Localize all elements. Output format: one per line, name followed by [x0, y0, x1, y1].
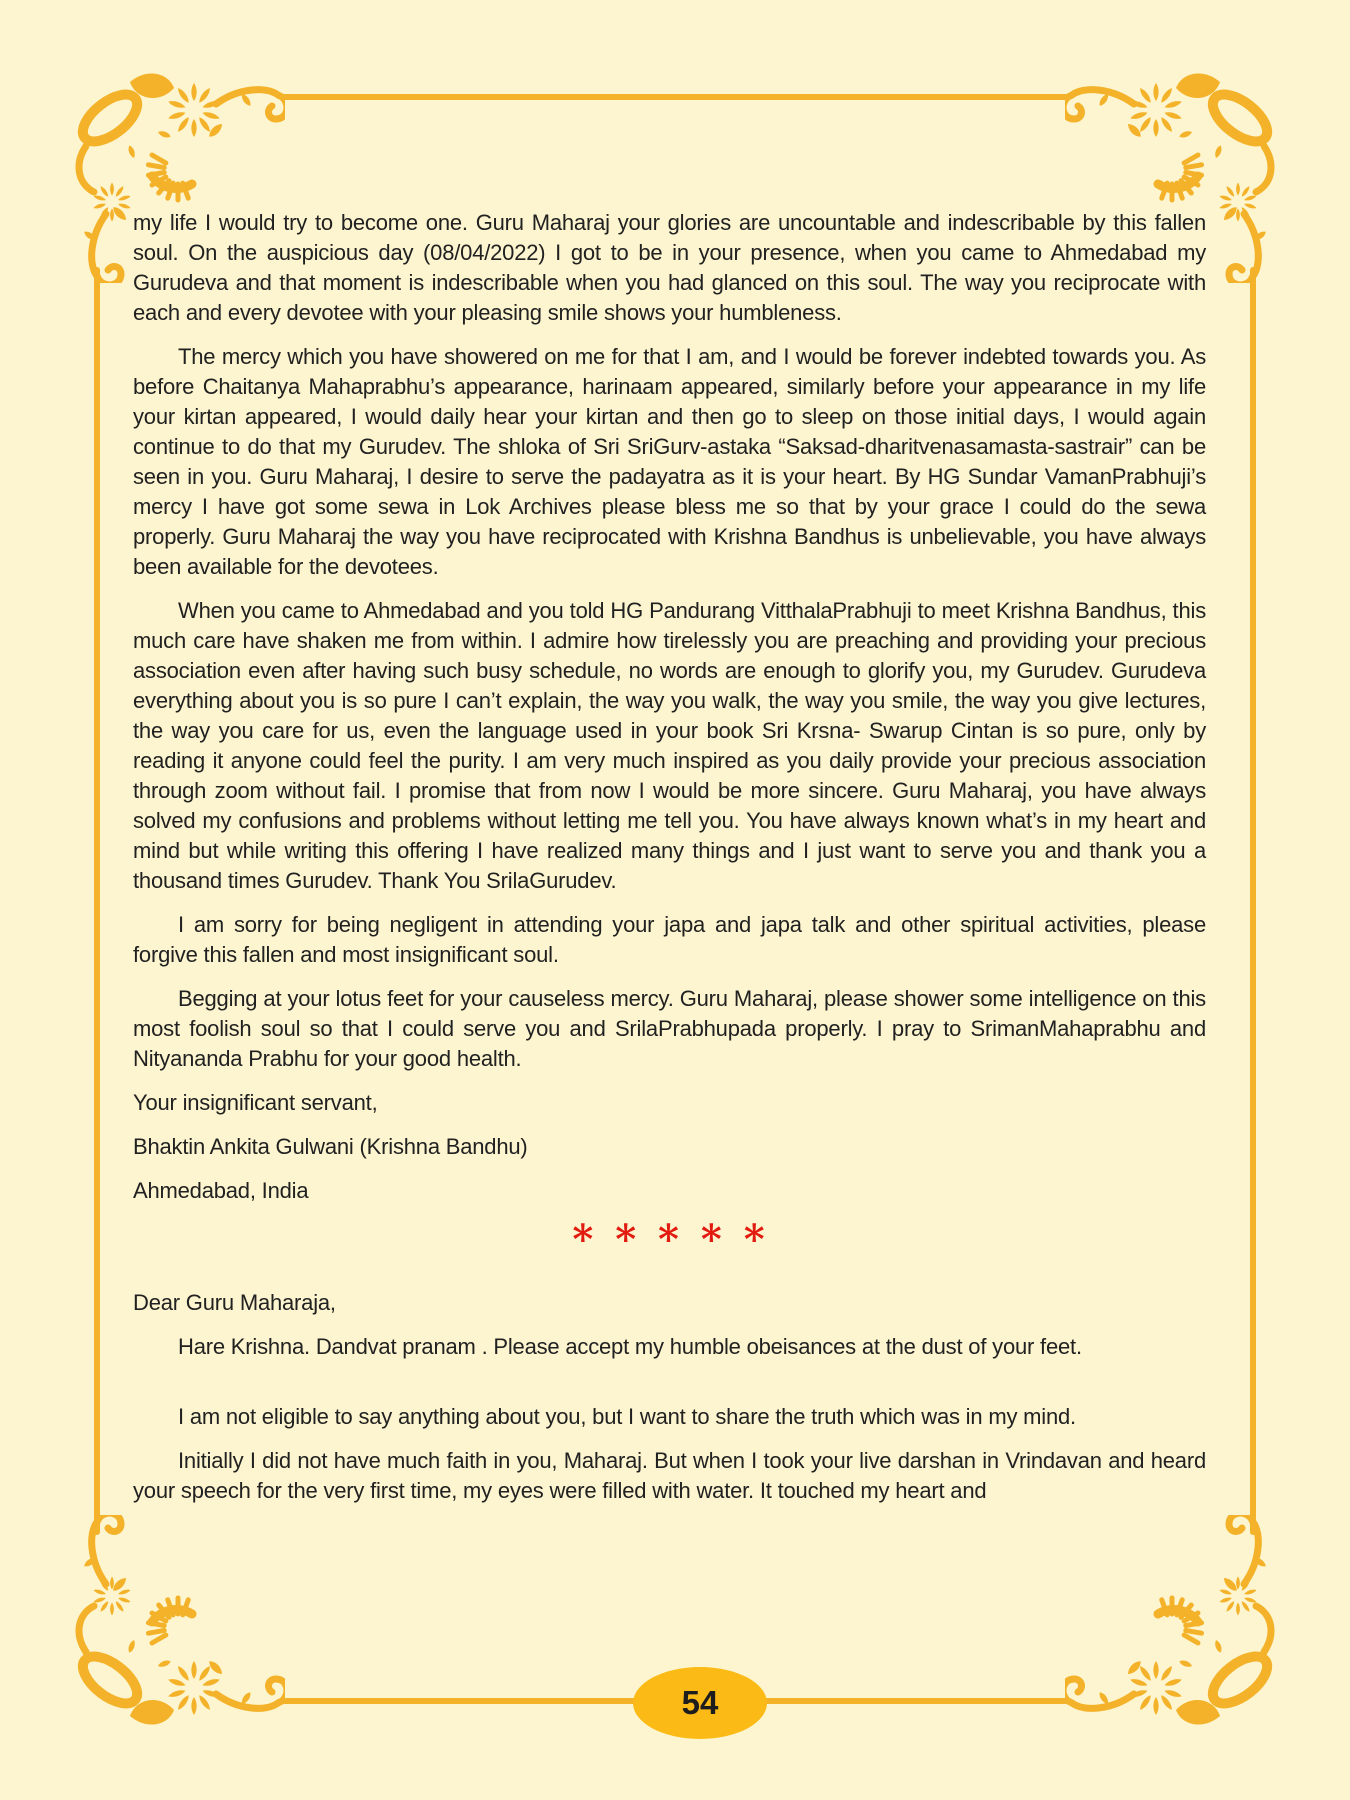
signoff-line: Ahmedabad, India — [133, 1178, 309, 1203]
signoff-line: Your insignificant servant, — [133, 1090, 378, 1115]
letter-paragraph: I am not eligible to say anything about you, but I want to share the truth which was in my mind. — [178, 1404, 1076, 1429]
salutation: Dear Guru Maharaja, — [133, 1290, 336, 1315]
letter-paragraph: The mercy which you have showered on me for that I am, and I would be forever indebted towards you. As before Chaitanya Mahaprabhu’s appearance, harinaam appeared, similarly before your appearance in my life your kirtan appeared, I would daily hear your kirtan and then go to sleep on those initial days, I would again continue to do that my Gurudev. The shloka of Sri SriGurv-astaka “Saksad-dharitvenasamasta-sastrair” can be seen in you. Guru Maharaj, I desire to serve the padayatra as it is your heart. By HG Sundar VamanPrabhuji’s mercy I have got some sewa in Lok Archives please bless me so that by your grace I could do the sewa properly. Guru Maharaj the way you have reciprocated with Krishna Bandhus is unbelievable, you have always been available for the devotees. — [133, 344, 1206, 579]
letter-paragraph: When you came to Ahmedabad and you told HG Pandurang VitthalaPrabhuji to meet Krishna Bandhus, this much care have shaken me from within. I admire how tirelessly you are preaching and providing your precious association even after having such busy schedule, no words are enough to glorify you, my Gurudev. Gurudeva everything about you is so pure I can’t explain, the way you walk, the way you smile, the way you give lectures, the way you care for us, even the language used in your book Sri Krsna- Swarup Cintan is so pure, only by reading it anyone could feel the purity. I am very much inspired as you daily provide your precious association through zoom without fail. I promise that from now I would be more sincere. Guru Maharaj, you have always solved my confusions and problems without letting me tell you. You have always known what’s in my heart and mind but while writing this offering I have realized many things and I just want to serve you and thank you a thousand times Gurudev. Thank You SrilaGurudev. — [133, 598, 1206, 893]
letter-paragraph: Begging at your lotus feet for your causeless mercy. Guru Maharaj, please shower some intelligence on this most foolish soul so that I could serve you and SrilaPrabhupada properly. I pray to SrimanMahaprabhu and Nityananda Prabhu for your good health. — [133, 986, 1206, 1071]
blank-line — [133, 1376, 1206, 1402]
page-content — [133, 208, 1206, 1520]
frame-border-left — [94, 267, 100, 1535]
floral-corner-icon — [1065, 1515, 1280, 1730]
signoff-line: Bhaktin Ankita Gulwani (Krishna Bandhu) — [133, 1134, 528, 1159]
asterisk-separator: * * * * * — [572, 1216, 767, 1263]
letter-paragraph: I am sorry for being negligent in attending your japa and japa talk and other spiritual activities, please forgive this fallen and most insignificant soul. — [133, 912, 1206, 967]
page-number: 54 — [681, 1684, 719, 1721]
frame-border-right — [1250, 267, 1256, 1535]
floral-corner-icon — [70, 1515, 285, 1730]
page-number-badge — [633, 1667, 767, 1739]
letter-paragraph: my life I would try to become one. Guru Maharaj your glories are uncountable and indescribable by this fallen soul. On the auspicious day (08/04/2022) I got to be in your presence, when you came to Ahmedabad my Gurudeva and that moment is indescribable when you had glanced on this soul. The way you reciprocate with each and every devotee with your pleasing smile shows your humbleness. — [133, 210, 1206, 325]
letter-paragraph: Hare Krishna. Dandvat pranam . Please accept my humble obeisances at the dust of your feet. — [178, 1334, 1082, 1359]
frame-border-top — [282, 94, 1068, 100]
letter-paragraph: Initially I did not have much faith in you, Maharaj. But when I took your live darshan in Vrindavan and heard your speech for the very first time, my eyes were filled with water. It touched my heart and — [133, 1448, 1206, 1503]
